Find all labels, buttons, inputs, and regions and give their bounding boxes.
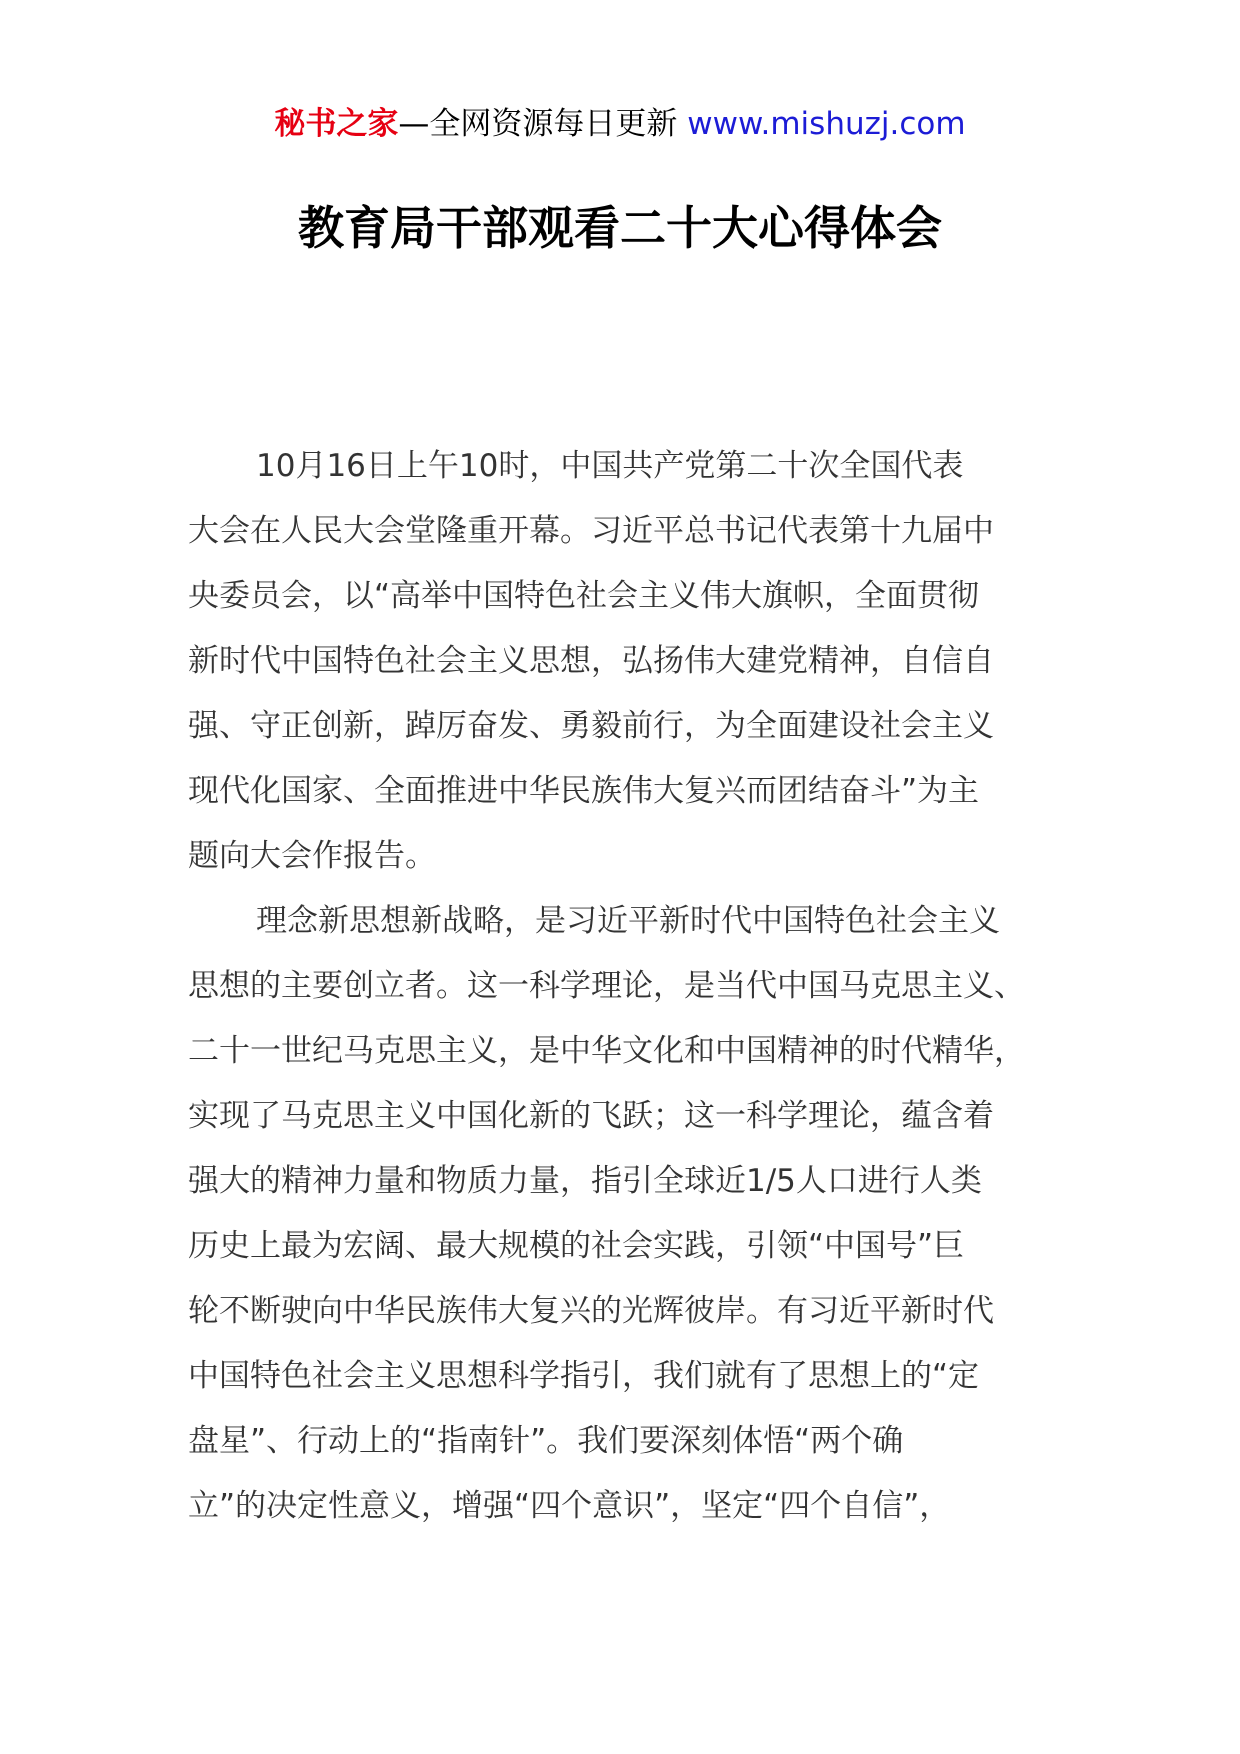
- paragraph-1: [188, 434, 1068, 889]
- text-line: 强大的精神力量和物质力量，指引全球近1/5人口进行人类: [188, 1163, 982, 1199]
- text-line: 新时代中国特色社会主义思想，弘扬伟大建党精神，自信自: [188, 643, 994, 679]
- text-line: 二十一世纪马克思主义，是中华文化和中国精神的时代精华，: [188, 1033, 1025, 1069]
- text-line: 央委员会，以“高举中国特色社会主义伟大旗帜，全面贯彻: [188, 578, 980, 614]
- text-line: 思想的主要创立者。这一科学理论，是当代中国马克思主义、: [188, 968, 1025, 1004]
- text-line: 现代化国家、全面推进中华民族伟大复兴而团结奋斗”为主: [188, 773, 980, 809]
- paragraph-2: [188, 889, 1068, 1539]
- text-line: 立”的决定性意义，增强“四个意识”，坚定“四个自信”，: [188, 1488, 951, 1524]
- text-line: 大会在人民大会堂隆重开幕。习近平总书记代表第十九届中: [188, 513, 994, 549]
- text-line: 历史上最为宏阔、最大规模的社会实践，引领“中国号”巨: [188, 1228, 965, 1264]
- text-line: 10月16日上午10时，中国共产党第二十次全国代表: [256, 448, 964, 484]
- text-line: 题向大会作报告。: [188, 838, 436, 874]
- text-line: 理念新思想新战略，是习近平新时代中国特色社会主义: [256, 903, 1000, 939]
- document-body: [188, 434, 1068, 1539]
- text-line: 中国特色社会主义思想科学指引，我们就有了思想上的“定: [188, 1358, 980, 1394]
- brand-name: 秘书之家: [274, 106, 399, 142]
- text-line: 强、守正创新，踔厉奋发、勇毅前行，为全面建设社会主义: [188, 708, 994, 744]
- header-banner: [0, 102, 1240, 146]
- text-line: 轮不断驶向中华民族伟大复兴的光辉彼岸。有习近平新时代: [188, 1293, 994, 1329]
- site-url-link[interactable]: www.mishuzj.com: [687, 106, 966, 142]
- text-line: 盘星”、行动上的“指南针”。我们要深刻体悟“两个确: [188, 1423, 904, 1459]
- text-line: 实现了马克思主义中国化新的飞跃；这一科学理论，蕴含着: [188, 1098, 994, 1134]
- header-tagline: —全网资源每日更新: [398, 106, 678, 142]
- document-title: 教育局干部观看二十大心得体会: [298, 201, 942, 255]
